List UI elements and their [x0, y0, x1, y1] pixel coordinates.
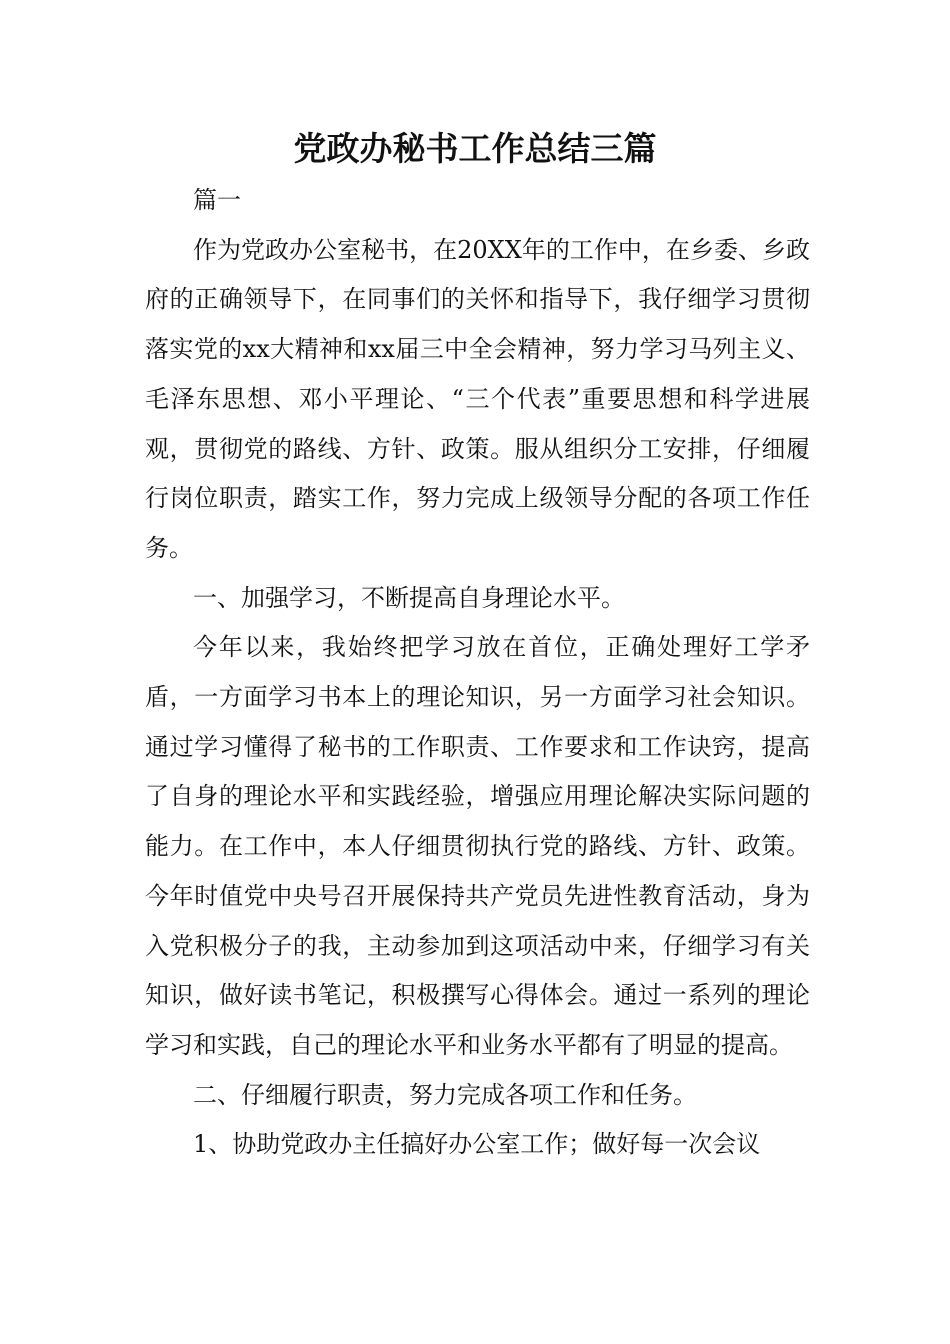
- document-body: [145, 176, 810, 1170]
- section-heading: 篇一: [193, 186, 241, 214]
- body-paragraph: 1、协助党政办主任搞好办公室工作；做好每一次会议: [193, 1130, 761, 1159]
- section-heading: 二、仔细履行职责，努力完成各项工作和任务。: [193, 1080, 697, 1109]
- section-heading: 一、加强学习，不断提高自身理论水平。: [193, 583, 625, 612]
- body-paragraph: 作为党政办公室秘书，在20XX年的工作中，在乡委、乡政府的正确领导下，在同事们的关怀和指导下，我仔细学习贯彻落实党的xx大精神和xx届三中全会精神，努力学习马列主义、毛泽东思想、邓小平理论、“三个代表”重要思想和科学进展观，贯彻党的路线、方针、政策。服从组织分工安排，仔细履行岗位职责，踏实工作，努力完成上级领导分配的各项工作任务。: [145, 235, 810, 562]
- body-paragraph: 今年以来，我始终把学习放在首位，正确处理好工学矛盾，一方面学习书本上的理论知识，另一方面学习社会知识。通过学习懂得了秘书的工作职责、工作要求和工作诀窍，提高了自身的理论水平和实践经验，增强应用理论解决实际问题的能力。在工作中，本人仔细贯彻执行党的路线、方针、政策。今年时值党中央号召开展保持共产党员先进性教育活动，身为入党积极分子的我，主动参加到这项活动中来，仔细学习有关知识，做好读书笔记，积极撰写心得体会。通过一系列的理论学习和实践，自己的理论水平和业务水平都有了明显的提高。: [145, 633, 810, 1059]
- document-title: 党政办秘书工作总结三篇: [293, 129, 657, 168]
